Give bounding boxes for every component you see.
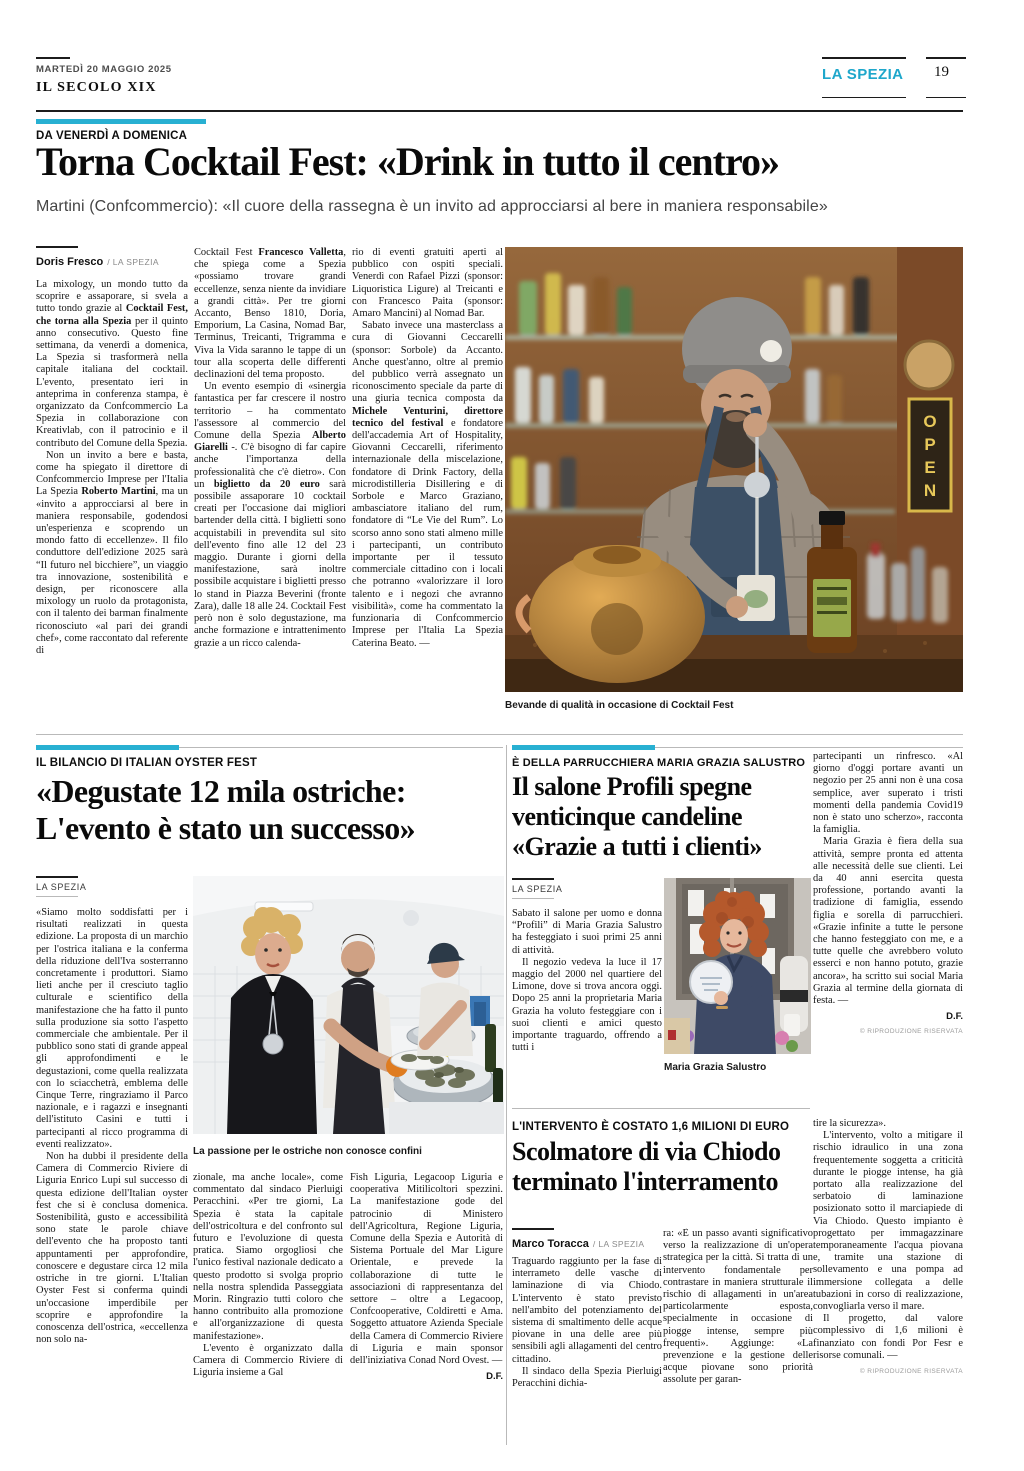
salon-copyright: © RIPRODUZIONE RISERVATA <box>859 1028 963 1036</box>
paragraph: Maria Grazia è fiera della sua attività, sempre pronta ed attenta alle necessità delle sue clienti. Lei da 40 anni esercita questa professione, portando avanti la tradizione di famiglia, essendo figlia e sorella di parrucchieri. «Grazie infinite a tutte le persone che hanno festeggiato con me, e a tutte quelle che avrebbero voluto esserci e non hanno potuto, grazie ancora», ha scritto sui social Maria Grazia al termine della giornata di festa. — <box>813 836 963 1007</box>
paragraph: Traguardo raggiunto per la fase di interrameto delle vasche di laminazione di via Chiodo. L'intervento è stato previsto nell'ambito del potenziamento del sistema di smaltimento delle acque piovane in una delle aree più sensibili agli allagamenti del centro cittadino. <box>512 1256 662 1365</box>
salon-kicker: È DELLA PARRUCCHIERA MARIA GRAZIA SALUSTRO <box>512 757 806 769</box>
paragraph: Sabato invece una masterclass a cura di Giovanni Ceccarelli (sponsor: Sorbole) da Accanto. Anche quest'anno, oltre al premio del pubblico verrà assegnato un riconoscimento speciale da parte di una giuria tecnica composta da Michele Venturini, direttore tecnico del festival e fondatore dell'accademia Art of Hospitality, Giovanni Ceccarelli, riferimento internazionale della miscelazione, fondatore di Drink Factory, della microdistilleria Disillering e di Sorbole e Marco Graziano, ambasciatore italiano del rum, fondatore di “Le Vie del Rum”. Lo scorso anno sono stati almeno mille i partecipanti, un contributo importante per il tessuto commerciale cittadino con i locali che potranno «valorizzare il loro talento e i negozi che avranno visibilità», come ha commentato la funzionaria di Confcommercio Imprese per l'Italia La Spezia Caterina Beato. — <box>352 320 503 649</box>
drain-body-col2 <box>663 1228 813 1443</box>
bartender-illustration <box>505 247 963 692</box>
oyster-body-col1 <box>36 907 188 1432</box>
drain-byline-overline <box>512 1228 554 1230</box>
oyster-body-col3 <box>350 1172 503 1367</box>
salon-headline-line1: Il salone Profili spegne <box>512 772 752 801</box>
oyster-accent-bar <box>36 745 179 750</box>
salon-body-col1 <box>512 908 662 1100</box>
salon-body-col2 <box>813 751 963 1007</box>
paragraph: rio di eventi gratuiti aperti al pubblico con ospiti speciali. Venerdì con Rafael Pizzi (sponsor: Liquoristica Ligure) al Treicanti e con Francesco Paita (sponsor: Amaro Mancini) al Nomad Bar. <box>352 247 503 320</box>
paragraph: ra: «È un passo avanti significativo verso la realizzazione di un'opera strategica per la città. Si tratta di un intervento fondamentale per contrastare in maniera strutturale il rischio di allagamenti in un'area particolarmente esposta, specialmente in occasione di piogge intense, sempre più frequenti». Aggiunge: «La prevenzione e la gestione delle acque piovane sono priorità assolute per garan- <box>663 1228 813 1386</box>
svg-text:E: E <box>924 458 936 477</box>
date-overline <box>36 57 70 59</box>
lead-accent-bar <box>36 119 206 124</box>
paragraph: Il progetto, dal valore complessivo di 1,6 milioni è finanziato con fondi Por Fesr e risorse comunali. — <box>813 1313 963 1361</box>
paragraph: Un evento esempio di «sinergia fantastica per far crescere il nostro territorio – ha commentato l'assessore al commercio del Comune della Spezia Alberto Giarelli -. C'è bisogno di far capire anche l'importanza della professionalità che c'è dietro». Con un biglietto da 20 euro sarà possibile assaporare 10 cocktail creati per l'occasione dai migliori bartender della città. I biglietti sono acquistabili in prevendita sul sito dell'evento fino alle 12 del 23 maggio. Durante i giorni della manifestazione, sarà inoltre possibile acquistare i biglietti presso lo stand in Piazza Beverini (fronte Zara), dalle 18 alle 24. Cocktail Fest però non è solo degustazione, ma anche formazione e intrattenimento grazie a un ricco calenda- <box>194 381 346 649</box>
paragraph: Non un invito a bere e basta, come ha spiegato il direttore di Confcommercio Imprese per l'Italia La Spezia Roberto Martini, ma un «invito a approcciarsi al bere in maniera responsabile, godendosi un'esperienza e scoprendo un mondo fatto di eccellenze». Il filo conduttore dell'edizione 2025 sarà “Il futuro nel bicchiere”, un viaggio tra innovazione, sostenibilità e design, per riconoscere alla mixology un ruolo da protagonista, con il talento dei barman finalmente riconosciuto «al pari dei grandi chef», come raccontato dal referente di <box>36 449 188 657</box>
svg-text:O: O <box>923 412 937 431</box>
masthead-rule <box>36 110 963 112</box>
oyster-headline-line1: «Degustate 12 mila ostriche: <box>36 773 406 809</box>
paragraph: Cocktail Fest Francesco Valletta, che spiega come a Spezia «possiamo trovare grandi eccellenze, senza niente da invidiare a grandi città». Per tre giorni Accanto, Benso 1810, Doria, Emporium, La Casina, Nomad Bar, Terminus, Treicanti, Trigramma e Viva la Vida saranno le tappe di un tour alla scoperta delle differenti declinazioni del tema proposto. <box>194 247 346 381</box>
paragraph: L'intervento, volto a mitigare il rischio idraulico in una zona frequentemente soggetta a criticità durante le piogge intense, ha già portato alla realizzazione del serbatoio di laminazione posizionato sotto il marciapiede di Via Chiodo. Questo impianto è progettato per immagazzinare temporaneamente l'acqua piovana e, tramite una stazione di sollevamento e una pompa ad immersione collegata a delle tubazioni in corso di realizzazione, convogliarla verso il mare. <box>813 1130 963 1313</box>
paragraph: Fish Liguria, Legacoop Liguria e cooperativa Mitilicoltori spezzini. La manifestazione gode del patrocinio di Ministero dell'Agricoltura, Regione Liguria, Comune della Spezia e Autorità di Sistema Portuale del Mar Ligure Orientale, e prevede la collaborazione di tutte le associazioni di rappresentanza del settore – oltre a Legacoop, Confcooperative, Coldiretti e Ama. Soggetto attuatore Azienda Speciale della Camera di Commercio Riviere di Liguria e main sponsor dell'iniziativa Conad Nord Ovest. — <box>350 1172 503 1367</box>
paragraph: tire la sicurezza». <box>813 1118 886 1129</box>
svg-text:P: P <box>924 435 936 454</box>
svg-text:N: N <box>923 481 937 500</box>
oyster-photo <box>193 876 504 1134</box>
page-number: 19 <box>934 64 949 80</box>
section-overline <box>822 57 906 59</box>
oyster-body-col2 <box>193 1172 343 1432</box>
paragraph: partecipanti un rinfresco. «Al giorno d'oggi portare avanti un negozio per 25 anni non è una cosa semplice, aver superato i tristi momenti della pandemia Covid19 non è stato uno scherzo», racconta la famiglia. <box>813 751 963 836</box>
center-vertical-rule <box>506 745 507 1445</box>
drain-headline <box>512 1137 810 1197</box>
byline-overline <box>36 246 78 248</box>
oyster-kitchen-illustration <box>193 876 504 1134</box>
pagenumber-underline <box>926 97 966 98</box>
salon-place-overline <box>512 878 554 880</box>
drain-headline-line2: terminato l'interramento <box>512 1167 778 1196</box>
oyster-photo-caption: La passione per le ostriche non conosce confini <box>193 1146 422 1157</box>
drain-top-rule <box>512 1108 810 1109</box>
salon-signature: D.F. <box>946 1011 963 1023</box>
salon-headline <box>512 772 810 862</box>
salon-accent-bar <box>512 745 655 750</box>
paragraph: Il sindaco della Spezia Pierluigi Peracchini dichia- <box>512 1365 662 1390</box>
oyster-place-underline <box>36 896 78 897</box>
salon-photo <box>664 878 811 1054</box>
salon-headline-line2: venticinque candeline <box>512 802 743 831</box>
lead-subhead: Martini (Confcommercio): «Il cuore della rassegna è un invito ad approcciarsi al bere in maniera responsabile» <box>36 198 828 215</box>
drain-column-3 <box>813 1118 963 1375</box>
oyster-column-3 <box>350 1172 503 1382</box>
lead-photo-caption: Bevande di qualità in occasione di Cocktail Fest <box>505 700 734 711</box>
drain-body-col3 <box>813 1118 963 1362</box>
oyster-headline <box>36 773 503 847</box>
oyster-headline-line2: L'evento è stato un successo» <box>36 810 416 846</box>
pagenumber-overline <box>926 57 966 59</box>
lead-body-col2 <box>194 247 346 734</box>
paragraph: Non ha dubbi il presidente della Camera di Commercio Riviere di Liguria Enrico Lupi sul successo di questa edizione dell'Italian oyster fest che si è conclusa domenica. Sostenibilità, gusto e accessibilità sono state le parole chiave dell'evento che ha proposto tanti appuntamenti per approfondire, conoscere e degustare circa 12 mila ostriche in tre giorni. L'Italian Oyster Fest si conferma quindi un'occasione imperdibile per scoprire e approfondire la conoscenza dell'ostrica, «eccellenza non solo na- <box>36 1151 188 1346</box>
lead-body-col3 <box>352 247 503 734</box>
salon-headline-line3: «Grazie a tutti i clienti» <box>512 832 762 861</box>
masthead-date: MARTEDÌ 20 MAGGIO 2025 <box>36 64 172 75</box>
drain-byline-author: Marco Toracca <box>512 1238 589 1250</box>
paragraph: L'evento è organizzato dalla Camera di Commercio Riviere di Liguria insieme a Gal <box>193 1342 343 1379</box>
drain-byline-place: / LA SPEZIA <box>592 1239 645 1249</box>
oyster-signature: D.F. <box>486 1371 503 1383</box>
hairdresser-illustration <box>664 878 811 1054</box>
oyster-place-overline <box>36 876 78 878</box>
salon-place-label: LA SPEZIA <box>512 884 563 894</box>
drain-copyright: © RIPRODUZIONE RISERVATA <box>859 1368 963 1376</box>
byline-place: / LA SPEZIA <box>107 257 159 267</box>
salon-column-2 <box>813 751 963 1035</box>
drain-byline <box>512 1234 644 1252</box>
section-divider <box>36 734 963 735</box>
lead-column-1 <box>36 246 188 737</box>
masthead-section-label: LA SPEZIA <box>822 66 904 83</box>
oyster-kicker: IL BILANCIO DI ITALIAN OYSTER FEST <box>36 757 258 769</box>
drain-body-col1 <box>512 1256 662 1436</box>
salon-place-underline <box>512 898 554 899</box>
lead-body-col1 <box>36 279 188 737</box>
drain-kicker: L'INTERVENTO È COSTATO 1,6 MILIONI DI EURO <box>512 1121 790 1133</box>
lead-byline <box>36 252 188 270</box>
lead-headline: Torna Cocktail Fest: «Drink in tutto il centro» <box>36 139 779 184</box>
drain-headline-line1: Scolmatore di via Chiodo <box>512 1137 781 1166</box>
masthead-paper-name: IL SECOLO XIX <box>36 80 157 95</box>
oyster-place-label: LA SPEZIA <box>36 882 87 892</box>
paragraph: Sabato il salone per uomo e donna “Profili” di Maria Grazia Salustro ha festeggiato i suoi primi 25 anni di attività. <box>512 908 662 956</box>
paragraph: zionale, ma anche locale», come commentato dal sindaco Pierluigi Peracchini. «Per tre giorni, La Spezia è stata la capitale dell'ostricoltura e del confronto sul futuro e l'evoluzione di questa pratica. Siamo orgogliosi che l'unico festival nazionale dedicato a questo prodotto si svolga proprio nella nostra splendida Passeggiata Morin. Ringrazio tutti coloro che hanno contribuito alla promozione e all'organizzazione di questa manifestazione». <box>193 1172 343 1342</box>
paragraph: «Siamo molto soddisfatti per i risultati realizzati in questa edizione. La proposta di un marchio per l'ostrica italiana e la conferma della riduzione dell'Iva sosterranno concretamente i produttori. Siamo lieti anche per il cresciuto taglio culturale e scientifico della manifestazione che ha fatto il punto sulla produzione sia sotto l'aspetto commerciale che ambientale. Per il pubblico sono stati di grande appeal gli approfondimenti e le degustazioni, come quella realizzata con lo sciacchetrà, emblema delle Cinque Terre, ringraziamo il Parco nazionale, e i ragazzi e insegnanti dell'istituto Casini e tutti i partecipanti al ricco programma di eventi realizzato». <box>36 907 188 1150</box>
byline-author: Doris Fresco <box>36 256 104 268</box>
salon-photo-caption: Maria Grazia Salustro <box>664 1062 767 1073</box>
paragraph: La mixology, un mondo tutto da scoprire e assaporare, si svela a tutto tondo grazie al Cocktail Fest, che torna alla Spezia per il quinto anno consecutivo. Questo fine settimana, da venerdì a domenica, La Spezia si trasformerà nella capitale italiana del cocktail. L'evento, presentato ieri in anteprima in conferenza stampa, è organizzato da Confcommercio La Spezia in collaborazione con Kreativlab, con il patrocinio e il contributo del Comune della Spezia. <box>36 279 188 449</box>
section-underline <box>822 97 906 98</box>
lead-kicker: DA VENERDÌ A DOMENICA <box>36 130 188 142</box>
paragraph: Il negozio vedeva la luce il 17 maggio del 2000 nel quartiere del Limone, dove si trova ancora oggi. Dopo 25 anni la proprietaria Maria Grazia ha voluto festeggiare con i suoi clienti e amici questo importante traguardo, offrendo a tutti i <box>512 956 662 1054</box>
cocktail-fest-photo <box>505 247 963 692</box>
